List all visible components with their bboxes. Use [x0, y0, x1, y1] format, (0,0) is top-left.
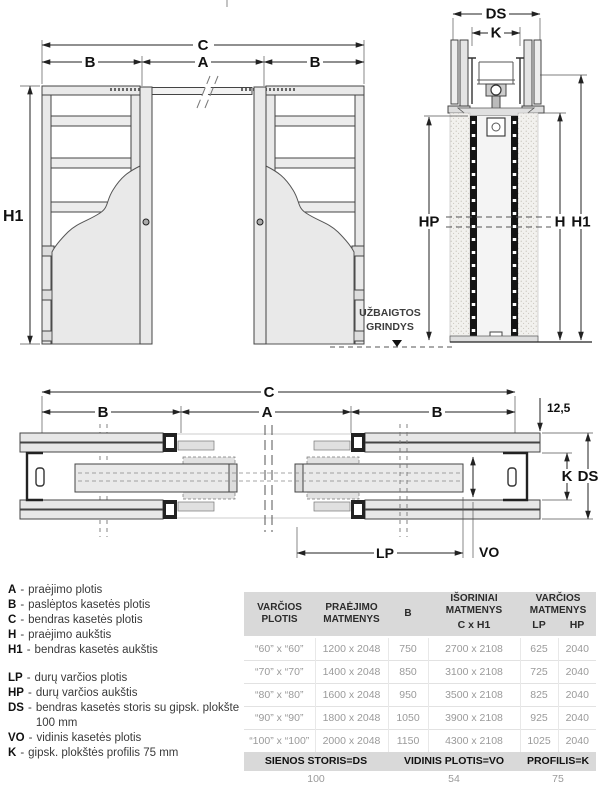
- legend-item-c: C - bendras kasetės plotis: [8, 614, 143, 626]
- plan-dim-k-label: K: [561, 468, 573, 485]
- col-subheader-cxh1: C x H1: [428, 618, 520, 637]
- cell-outer: 4300 x 2108: [428, 729, 520, 752]
- front-left-cassette: [42, 86, 165, 344]
- table-row: [244, 637, 596, 661]
- section-view: [330, 6, 593, 348]
- cell-b: 850: [388, 660, 428, 683]
- spec-table: [244, 592, 596, 788]
- legend: [8, 583, 242, 761]
- cell-lp: 825: [520, 683, 558, 706]
- door-handle-icon: [257, 219, 263, 225]
- rail: [275, 116, 355, 126]
- col-header-varcios-matmenys: VARČIOS MATMENYS: [520, 592, 596, 618]
- front-right-cassette: [241, 86, 364, 344]
- front-dim-bab: [42, 54, 364, 86]
- plan-dim-lp-label: LP: [376, 545, 394, 561]
- cell-lp: 925: [520, 706, 558, 729]
- cell-lp: 1025: [520, 729, 558, 752]
- section-dim-k: [472, 25, 520, 47]
- legend-item-vo: VO - vidinis kasetės plotis: [8, 732, 142, 744]
- front-dim-c-label: C: [197, 37, 209, 54]
- cell-size: “100” x “100”: [244, 729, 315, 752]
- col-header-isoriniai-matmenys: IŠORINIAI MATMENYS: [428, 592, 520, 618]
- cell-lp: 625: [520, 637, 558, 661]
- door-bumper: [36, 468, 44, 486]
- plan-dim-vo-label: VO: [479, 544, 500, 560]
- plan-dim-b-left-label: B: [97, 404, 109, 421]
- footer-vidinis-plotis-value: 54: [448, 773, 460, 786]
- front-dim-a-label: A: [197, 54, 209, 71]
- door-handle-icon: [143, 219, 149, 225]
- legend-item-hp: HP - durų varčios aukštis: [8, 687, 138, 699]
- door-bumper: [508, 468, 516, 486]
- rail: [51, 158, 131, 168]
- plan-view: [20, 384, 600, 561]
- cell-size: “90” x “90”: [244, 706, 315, 729]
- cell-outer: 3100 x 2108: [428, 660, 520, 683]
- col-subheader-lp: LP: [520, 618, 558, 637]
- plan-dim-board-offset-label: 12,5: [547, 401, 571, 415]
- front-left-door-edge: [140, 87, 152, 344]
- cell-opening: 1600 x 2048: [315, 683, 388, 706]
- footer-profilis: PROFILIS=K: [520, 752, 596, 771]
- cell-opening: 1400 x 2048: [315, 660, 388, 683]
- plan-dim-b-right-label: B: [431, 404, 443, 421]
- front-dim-b-right-label: B: [309, 54, 321, 71]
- cell-opening: 1200 x 2048: [315, 637, 388, 661]
- section-dim-h1: [540, 75, 593, 340]
- table-row: [244, 660, 596, 683]
- section-wall: [450, 113, 538, 340]
- cell-b: 750: [388, 637, 428, 661]
- front-top-track: [152, 74, 252, 110]
- plan-dim-k: [542, 453, 575, 500]
- table-row: [244, 683, 596, 706]
- plan-right-end-cap: [503, 453, 527, 500]
- front-dim-b-left-label: B: [84, 54, 96, 71]
- section-dim-k-label: K: [490, 24, 502, 42]
- cell-b: 950: [388, 683, 428, 706]
- cell-hp: 2040: [558, 706, 596, 729]
- front-dim-h1-label: H1: [3, 208, 24, 225]
- cell-size: “60” x “60”: [244, 637, 315, 661]
- floor-note-line2: GRINDYS: [366, 321, 414, 333]
- cell-size: “70” x “70”: [244, 660, 315, 683]
- plan-left-end-cap: [27, 453, 44, 500]
- table-row: [244, 706, 596, 729]
- footer-sienos-storis: SIENOS STORIS=DS: [244, 752, 388, 771]
- footer-vidinis-plotis: VIDINIS PLOTIS=VO: [388, 752, 520, 771]
- front-right-door-edge: [254, 87, 266, 344]
- plan-dim-bab: [42, 404, 515, 433]
- section-dim-h-label: H: [554, 213, 566, 231]
- lock-box: [487, 118, 505, 136]
- cell-b: 1150: [388, 729, 428, 752]
- legend-item-b: B - paslėptos kasetės plotis: [8, 599, 151, 611]
- legend-item-lp: LP - durų varčios plotis: [8, 672, 128, 684]
- legend-item-h: H - praėjimo aukštis: [8, 629, 112, 641]
- cell-outer: 2700 x 2108: [428, 637, 520, 661]
- plan-left-door: [75, 464, 237, 492]
- plan-doors: [75, 457, 463, 499]
- section-dim-ds-label: DS: [485, 5, 507, 23]
- cell-outer: 3900 x 2108: [428, 706, 520, 729]
- plan-dim-board-offset: [540, 398, 571, 431]
- footer-profilis-value: 75: [552, 773, 564, 786]
- section-dim-h1-label: H1: [571, 213, 591, 231]
- cell-lp: 725: [520, 660, 558, 683]
- cell-hp: 2040: [558, 637, 596, 661]
- level-marker-icon: [392, 340, 402, 347]
- table-row: [244, 729, 596, 752]
- plan-dim-a-label: A: [261, 404, 273, 421]
- cell-opening: 1800 x 2048: [315, 706, 388, 729]
- section-dim-hp-label: HP: [418, 213, 440, 231]
- plan-right-door: [295, 464, 463, 492]
- rail: [51, 116, 131, 126]
- cell-opening: 2000 x 2048: [315, 729, 388, 752]
- footer-sienos-storis-value: 100: [307, 773, 325, 786]
- section-dim-h: [538, 113, 569, 340]
- cell-hp: 2040: [558, 729, 596, 752]
- col-header-varcios-plotis: VARČIOS PLOTIS: [244, 592, 315, 637]
- col-header-praejimo-matmenys: PRAĖJIMO MATMENYS: [315, 592, 388, 637]
- cell-size: “80” x “80”: [244, 683, 315, 706]
- legend-item-k: K - gipsk. plokštės profilis 75 mm: [8, 747, 179, 759]
- front-dim-h1: [3, 86, 40, 344]
- table-footer-values-row: [244, 771, 596, 788]
- plan-dim-ds-label: DS: [577, 468, 599, 485]
- roller-wheel-icon: [491, 85, 501, 95]
- cell-b: 1050: [388, 706, 428, 729]
- table-footer-row: [244, 752, 596, 771]
- front-view: [3, 0, 364, 344]
- cell-outer: 3500 x 2108: [428, 683, 520, 706]
- legend-item-h1: H1 - bendras kasetės aukštis: [8, 644, 158, 656]
- cell-hp: 2040: [558, 683, 596, 706]
- plan-dim-c-label: C: [263, 384, 275, 401]
- legend-item-ds: DS - bendras kasetės storis su gipsk. plokšte 100 mm: [8, 702, 240, 729]
- rail: [275, 158, 355, 168]
- col-header-b: B: [388, 592, 428, 637]
- legend-item-a: A - praėjimo plotis: [8, 584, 103, 596]
- floor-note-line1: UŽBAIGTOS: [359, 307, 421, 319]
- cell-hp: 2040: [558, 660, 596, 683]
- col-subheader-hp: HP: [558, 618, 596, 637]
